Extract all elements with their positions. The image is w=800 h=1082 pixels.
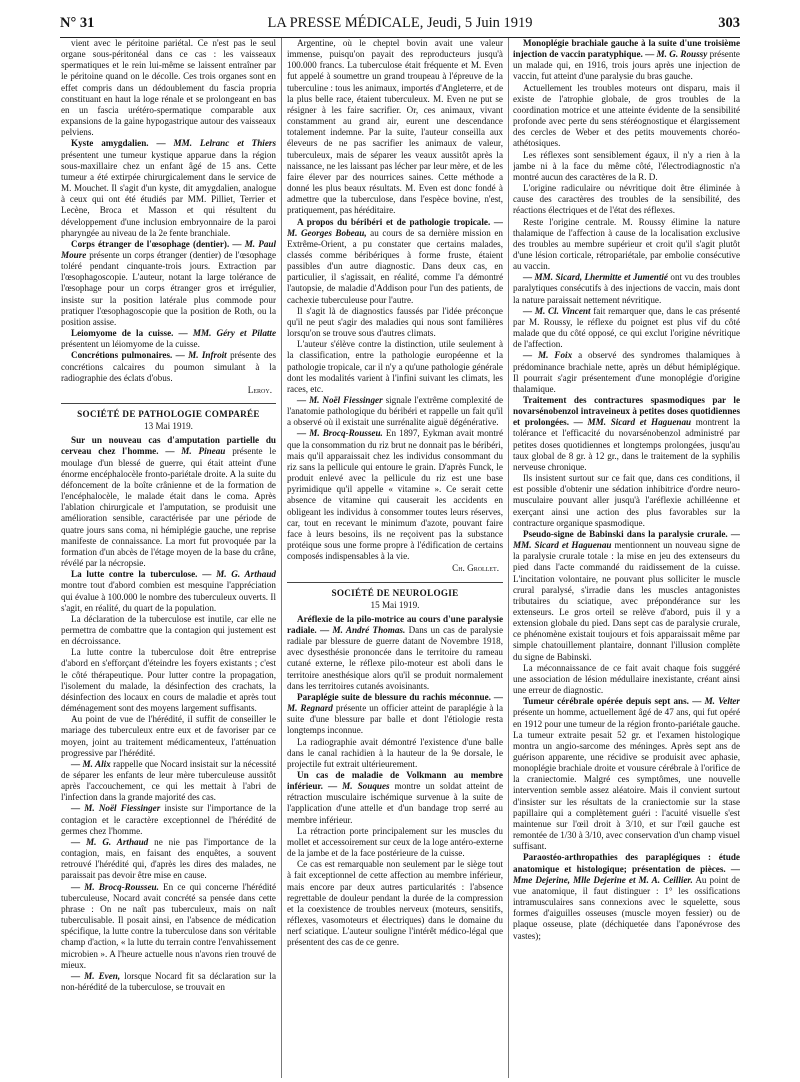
author-name: M. Pineau	[181, 446, 226, 457]
paragraph-text: présente un homme, actuellement âgé de 47 ans, qui fut opéré en 1912 pour une tumeur de la région fronto-pariétale gauche. La tumeur extraite pesait 52 gr. et l'examen histologique montra un angio-sarcome des méninges. Après sept ans de guérison apparente, une récidive se produisit avec aphasie, monoplégie brachiale droite et vousure cérébrale à l'orifice de la craniectomie. Malgré ces symptômes, une nouvelle intervention semble assez aléatoire. Mais il convient surtout d'insister sur les résultats de la craniectomie sur la stase papillaire qui a complètement guéri : l'acuité visuelle s'est maintenue sur l'œil droit à 3/10, et sur l'œil gauche est remontée de 1/30 à 3/10, avec conservation d'un champ visuel suffisant.	[513, 707, 740, 852]
paragraph-text: ont vu des troubles paralytiques consécutifs à des injections de vaccin, mais dont la nature paraissait nettement névritique.	[513, 272, 740, 305]
author-name: MM. Géry et Pilatte	[192, 328, 276, 339]
section-date: 15 Mai 1919.	[370, 599, 420, 610]
paragraph	[61, 759, 276, 804]
author-name: M. Georges Bobeau,	[287, 227, 367, 238]
author-name: — M. G. Arthaud	[71, 836, 149, 847]
paragraph	[287, 306, 503, 339]
paragraph-text: au cours de sa dernière mission en Extrême-Orient, a pu constater que certains malades, classés comme béribériques à forme fruste, étaient passibles d'un autre diagnostic. Dans deux cas, en particulier, il s'agissait, en réalité, comme l'a démontré l'autopsie, de maladie d'Addison pour l'un des patients, de cachexie tuberculeuse pour l'autre.	[287, 227, 503, 305]
paragraph	[61, 138, 276, 238]
paragraph	[513, 272, 740, 305]
paragraph	[287, 737, 503, 770]
paragraph	[287, 826, 503, 859]
author-name: — M. Brocq-Rousseu.	[297, 428, 383, 439]
paragraph-text: présente un corps étranger (dentier) de l'œsophage toléré pendant cinquante-trois jours. Extraction par l'œsophagoscopie. L'auteur, notant la large tolérance de l'œsophage pour un corps étranger gros et irrégulier, insiste sur la position latérale plus commode pour pratiquer l'œsophagoscopie que la position de Roth, ou la position assise.	[61, 249, 276, 327]
author-name: — M. Noël Fiessinger	[297, 395, 383, 405]
article-title: Tumeur cérébrale opérée depuis sept ans. —	[523, 696, 702, 707]
paragraph-text: montre tout d'abord combien est mesquine l'appréciation qui évalue à 100.000 le nombre des tuberculeux ouverts. Il s'agit, en réalité, du quart de la population.	[61, 580, 276, 613]
paragraph	[61, 882, 276, 971]
paragraph	[287, 38, 503, 217]
paragraph-text: Dans un cas de paralysie radiale par blessure de guerre datant de Novembre 1918, avec dysesthésie prononcée dans le territoire du rameau cutané externe, le réflexe pilo-moteur est aboli dans le territoire anesthésique alors qu'il se produit normalement dans les territoires cutanés avoisinants.	[287, 624, 503, 691]
paragraph-text: La lutte contre la tuberculose doit être entreprise d'abord en s'efforçant d'éteindre les foyers existants ; c'est le côté thérapeutique. Pour lutter contre la propagation, l'isolement du malade, la désinfection des crachats, la désinfection des locaux en cours de maladie et après tout déménagement sont des moyens largement suffisants.	[61, 647, 276, 714]
article-title: Un cas de maladie de Volkmann au membre inférieur. —	[287, 770, 503, 792]
author-name: — MM. Sicard, Lhermitte et Jumentié	[523, 272, 668, 283]
paragraph-text: insiste sur l'importance de la contagion et le caractère exceptionnel de l'hérédité de germes chez l'homme.	[61, 803, 276, 836]
page-header	[60, 14, 740, 38]
author-name: — M. Noël Fiessinger	[71, 803, 161, 814]
text-column-3	[513, 38, 740, 1078]
paragraph-text: vient avec le péritoine pariétal. Ce n'est pas le seul organe sous-péritonéal dans ce cas : les vaisseaux spermatiques et le rein lui-même se laissent entraîner par le péritoine quand on le décolle. Ces trois organes sont en effet compris dans un dédoublement du fascia propria constituant en haut la loge rénale et se prolongeant en bas en un fascia urétéro-spermatique comparable aux expansions de la gaine hypogastrique autour des vaisseaux pelviens.	[61, 38, 276, 138]
article-title: Kyste amygdalien. —	[71, 138, 166, 149]
paragraph-text: présentent une tumeur kystique apparue dans la région sous-maxillaire chez un enfant âgé de 15 ans. Cette tumeur a été extirpée chirurgicalement dans le service de M. Mouchet. Il s'agit d'un kyste, dit amygdalien, analogue à ceux qui ont été étudiés par MM. Pilliet, Terrier et Lecène, Broca et Masson et qui résultent du développement d'une inclusion embryonnaire de la paroi pharyngée au niveau de la 2e fente branchiale.	[61, 149, 276, 238]
author-name: M. G. Arthaud	[216, 569, 276, 580]
author-name: Mme Dejerine, Mlle Dejerine et M. A. Ceillier.	[513, 874, 693, 885]
paragraph-text: La radiographie avait démontré l'existence d'une balle dans le canal rachidien à la hauteur de la 9e dorsale, le projectile fut extrait ultérieurement.	[287, 736, 503, 769]
article-title: Monoplégie brachiale gauche à la suite d'une troisième injection de vaccin paratyphique. —	[513, 38, 740, 60]
paragraph	[513, 395, 740, 473]
paragraph	[287, 395, 503, 428]
paragraph-text: lorsque Nocard fit sa déclaration sur la non-hérédité de la tuberculose, se trouvait en	[61, 970, 276, 992]
author-name: — M. Brocq-Rousseu.	[71, 881, 159, 892]
author-name: MM. Sicard et Haguenau	[587, 417, 692, 428]
journal-title: LA PRESSE MÉDICALE, Jeudi, 5 Juin 1919	[267, 15, 533, 31]
paragraph-text: Reste l'origine centrale. M. Roussy élimine la nature thalamique de l'affection à cause de la localisation exclusive des troubles au membre supérieur et croit qu'il s'agit plutôt d'une lésion corticale, rétropariétale, par embolie consécutive au vaccin.	[513, 216, 740, 272]
paragraph	[61, 714, 276, 759]
paragraph	[287, 614, 503, 692]
paragraph-text: présente un officier atteint de paraplégie à la suite d'une blessure par balle et dont l'étiologie resta longtemps inconnue.	[287, 703, 503, 736]
section-date: 13 Mai 1919.	[144, 421, 193, 432]
paragraph	[287, 428, 503, 562]
paragraph	[513, 663, 740, 696]
paragraph	[61, 971, 276, 993]
paragraph	[287, 770, 503, 826]
paragraph	[61, 614, 276, 647]
paragraph	[513, 350, 740, 395]
paragraph	[61, 837, 276, 882]
author-name: M. Regnard	[287, 703, 333, 714]
paragraph-text: montre un soldat atteint de rétraction musculaire ischémique survenue à la suite de l'application d'une attelle et d'un bandage trop serré au membre inférieur.	[287, 781, 503, 825]
paragraph-text: Il s'agit là de diagnostics faussés par l'idée préconçue qu'il ne peut s'agir des maladies qui nous sont familières lorsqu'on se trouve sous d'autres climats.	[287, 305, 503, 339]
paragraph	[287, 339, 503, 395]
article-title: Leiomyome de la cuisse. —	[71, 328, 188, 339]
paragraph	[513, 217, 740, 273]
author-name: MM. Sicard et Haguenau	[513, 540, 612, 551]
author-name: — M. Alix	[71, 758, 111, 769]
paragraph	[513, 183, 740, 216]
paragraph	[287, 217, 503, 306]
article-title: Aréflexie de la pilo-motrice au cours d'une paralysie radiale. —	[287, 613, 503, 635]
paragraph	[61, 435, 276, 569]
section-heading: SOCIÉTÉ DE NEUROLOGIE	[287, 582, 503, 599]
paragraph-text: L'origine radiculaire ou névritique doit être éliminée à cause des caractères des troubles de la sensibilité, des réactions électriques et de l'état des réflexes.	[513, 183, 740, 216]
paragraph	[61, 38, 276, 138]
article-title: Pseudo-signe de Babinski dans la paralysie crurale. —	[523, 528, 740, 539]
text-column-1	[61, 38, 276, 1078]
page-number: 303	[718, 15, 740, 31]
article-title: Concrétions pulmonaires. —	[71, 350, 185, 361]
column-divider	[281, 38, 282, 1078]
text-column-2	[287, 38, 503, 1078]
paragraph-text: La déclaration de la tuberculose est inutile, car elle ne permettra de combattre que la contagion qui justement est en décroissance.	[61, 613, 276, 647]
paragraph	[513, 83, 740, 150]
author-name: M. Velter	[704, 696, 740, 707]
paragraph-text: rappelle que Nocard insistait sur la nécessité de séparer les enfants de leur mère tuberculeuse aussitôt après l'accouchement, ce qui les mettait à l'abri de l'infection dans la grande majorité des cas.	[61, 758, 276, 803]
article-title: A propos du béribéri et de pathologie tropicale. —	[297, 216, 503, 227]
paragraph-text: La méconnaissance de ce fait avait chaque fois suggéré une association de lésion médullaire inexistante, créant ainsi une erreur de diagnostic.	[513, 662, 740, 696]
paragraph-text: présente le moulage d'un blessé de guerre, qui était atteint d'une énorme encéphalocèle fronto-pariétale droite. A la suite du défoncement de la boîte crânienne et de la formation de l'encéphalocèle, le malade était dans le coma. Après l'ablation chirurgicale et l'amputation, se produisit une amélioration sensible, caractérisée par une période de quatre jours sans coma, ni hémiplégie gauche, une reprise manifeste de connaissance. La mort fut provoquée par la formation d'un abcès de l'étage moyen de la base du crâne, révélé par la nécropsie.	[61, 446, 276, 569]
author-name: — M. Even,	[71, 970, 121, 981]
paragraph	[61, 569, 276, 614]
article-title: La lutte contre la tuberculose. —	[71, 569, 212, 580]
paragraph-text: a observé des syndromes thalamiques à prédominance brachiale nette, après un début hémiplégique. Il pourrait s'agir présentement d'une monoplégie d'origine thalamique.	[513, 350, 740, 394]
paragraph-text: Ce cas est remarquable non seulement par le siège tout à fait exceptionnel de cette affection au membre inférieur, mais encore par deux autres particularités : l'absence regrettable de douleur pendant la durée de la compression et la coexistence de troubles nerveux (moteurs, sensitifs, réflexes, vasomoteurs et électriques) dans le domaine du nerf sciatique. L'auteur souligne l'intérêt médico-légal que présentent des cas de ce genre.	[287, 859, 503, 948]
column-divider	[508, 38, 509, 1078]
paragraph	[513, 38, 740, 83]
issue-number: N° 31	[60, 15, 95, 31]
author-name: M. Souques	[342, 781, 390, 792]
paragraph	[513, 696, 740, 852]
paragraph-text: Ils insistent surtout sur ce fait que, dans ces conditions, il est possible d'obtenir une sédation inhibitrice d'ordre neuro-musculaire pouvant aller jusqu'à l'aréflexie achilléenne et exerçant ainsi une action des plus favorables sur la contracture organique spasmodique.	[513, 473, 740, 528]
author-name: — M. Cl. Vincent	[523, 305, 591, 316]
author-name: M. Paul Moure	[61, 238, 276, 260]
paragraph-text: présentent un léiomyome de la cuisse.	[61, 339, 200, 350]
article-title: Paraostéo-arthropathies des paraplégiques : étude anatomique et histologique; présentation de pièces. —	[513, 852, 740, 874]
signature: Ch. Grollet.	[452, 563, 499, 574]
article-title: Corps étranger de l'œsophage (dentier). —	[71, 238, 242, 249]
paragraph-text: Argentine, où le cheptel bovin avait une valeur immense, puisqu'on payait des reproducteurs jusqu'à 100.000 francs. La tuberculose était fréquente et M. Even fut appelé à soumettre un grand troupeau à l'épreuve de la tuberculine : tous les animaux, importés d'Angleterre, et de la plus belle race, étaient tuberculeux. M. Even ne put se résigner à les faire sacrifier. Or, ces animaux, vivant constamment au grand air, eurent une descendance totalement indemne. Par la suite, l'auteur conseilla aux éleveurs de ne pas sacrifier les animaux de valeur, tuberculeux, mais de séparer les veaux aussitôt après la naissance, ne les laissant pas lécher par leur mère, et de les faire élever par des nourrices saines. Cette méthode a donné les plus beaux résultats. M. Even est donc fondé à admettre que la tuberculose, dans l'espèce bovine, n'est, pratiquement, pas héréditaire.	[287, 38, 503, 216]
paragraph-text: En ce qui concerne l'hérédité tuberculeuse, Nocard avait concrété sa pensée dans cette phrase : On ne naît pas tuberculeux, mais on naît tuberculisable. Il posait ainsi, en l'absence de médication spécifique, la lutte contre la tuberculose dans son véritable champ d'action, « la lutte du terrain contre l'envahissement microbien ». A l'heure actuelle nous n'avons rien trouvé de mieux.	[61, 881, 276, 970]
paragraph	[61, 647, 276, 714]
paragraph	[513, 529, 740, 663]
article-title: Traitement des contractures spasmodiques par le novarsénobenzol intraveineux à petites doses quotidiennes et prolongées. —	[513, 395, 740, 428]
author-name: M. Infroit	[188, 350, 227, 361]
paragraph-text: L'auteur s'élève contre la distinction, utile seulement à la classification, entre la pathologie européenne et la pathologie tropicale, car il n'y a qu'une pathologie générale dont les modalités varient à l'infini suivant les climats, les races, etc.	[287, 339, 503, 394]
paragraph	[61, 803, 276, 836]
author-name: — M. Foix	[523, 350, 573, 361]
paragraph	[287, 692, 503, 737]
article-title: Sur un nouveau cas d'amputation partielle du cerveau chez l'homme. —	[61, 435, 276, 457]
paragraph-text: ne nie pas l'importance de la contagion, mais, en faisant des enquêtes, a souvent retrouvé l'hérédité qui, d'après les dires des malades, ne paraissait pas devoir être mise en cause.	[61, 836, 276, 881]
paragraph	[513, 473, 740, 529]
section-heading: SOCIÉTÉ DE PATHOLOGIE COMPARÉE	[61, 403, 276, 420]
paragraph	[61, 239, 276, 328]
paragraph-text: Actuellement les troubles moteurs ont disparu, mais il existe de l'atrophie globale, de gros troubles de la coordination motrice et une atteinte évidente de la sensibilité profonde avec perte du sens stéréognostique et élargissement des cercles de Weber et des petits mouvements choréo-athétosiques.	[513, 82, 740, 149]
signature: Leroy.	[247, 384, 272, 395]
paragraph-text: montrent la tolérance et l'efficacité du novarsénobenzol administré par petites doses quotidiennes et longtemps prolongées, jusqu'au taux global de 8 gr. à 12 gr., dans le traitement de la syphilis nerveuse chronique.	[513, 417, 740, 472]
paragraph-text: Les réflexes sont sensiblement égaux, il n'y a rien à la jambe ni à la face du même côté, l'électrodiagnostic n'a montré aucun des caractères de la R. D.	[513, 149, 740, 182]
paragraph-text: signale l'extrême complexité de l'anatomie pathologique du béribéri et rappelle un fait qu'il a observé où il existait une surrénalite aiguë dégénérative.	[287, 395, 503, 428]
paragraph-text: Au point de vue de l'hérédité, il suffit de conseiller le mariage des tuberculeux entre eux et de favoriser par ce moyen, joint au traitement médicamenteux, l'atténuation progressive par l'hérédité.	[61, 714, 276, 758]
paragraph-text: fait remarquer que, dans le cas présenté par M. Roussy, le réflexe du poignet est plus vif du côté malade que du côté opposé, ce qui exclut l'origine névritique de l'affection.	[513, 305, 740, 350]
article-title: Paraplégie suite de blessure du rachis méconnue. —	[297, 691, 503, 702]
paragraph	[513, 852, 740, 941]
author-name: M. G. Roussy	[656, 49, 708, 60]
paragraph-text: présente des concrétions calcaires du poumon simulant à la radiographie des éclats d'obus.	[61, 350, 276, 383]
paragraph	[513, 150, 740, 183]
paragraph-text: présente un malade qui, en 1916, trois jours après une injection de vaccin, fut atteint d'une paralysie du bras gauche.	[513, 49, 740, 82]
author-name: M. André Thomas.	[332, 624, 406, 635]
paragraph	[287, 859, 503, 948]
paragraph-text: mentionnent un nouveau signe de la paralysie crurale totale : la mise en jeu des extenseurs du pied dans l'acte commandé du raidissement de la cuisse. L'incitation volontaire, ne pouvant plus solliciter le muscle crural paralysé, s'irradie dans les muscles antagonistes tributaires du sciatique, avec prépondérance sur les extenseurs. Le gros orteil se relève d'abord, puis il y a extension globale du pied. Dans sept cas de paralysie crurale, ce phénomène existait toujours et fois apparaissait même par simple chatouillement plantaire, donnant l'illusion complète du signe de Babinski.	[513, 540, 740, 662]
paragraph-text: Au point de vue anatomique, il faut distinguer : 1° les ossifications intramusculaires sans connexions avec le squelette, sous formes d'aiguilles osseuses (muscle moyen fessier) ou de plaque osseuse, plate (déchiquetée dans l'aponévrose des vastes);	[513, 874, 740, 941]
paragraph	[61, 350, 276, 383]
paragraph-text: En 1897, Eykman avait montré que la consommation du riz brut ne donnait pas le béribéri, mais qu'il apparaissait chez les individus consommant du riz sans la pellicule qui entoure le grain. D'après Funck, le produit enlevé avec la pellicule du riz est une base pyrimidique qu'il appelle « vitamine ». Ce serait cette absence de vitamine qui causerait les accidents en obligeant les individus à consommer toutes leurs réserves, car, tout en recevant le minimum d'azote, pouvant faire face à leurs besoins, ils ne reçoivent pas la substance protéique sous une forme propre à l'édification de certains composés indispensables à la vie.	[287, 428, 503, 562]
paragraph	[61, 328, 276, 350]
author-name: MM. Lelranc et Thiers	[173, 138, 276, 149]
paragraph	[513, 306, 740, 351]
paragraph-text: La rétraction porte principalement sur les muscles du mollet et accessoirement sur ceux de la loge antéro-externe de la jambe et de la face postérieure de la cuisse.	[287, 825, 503, 859]
